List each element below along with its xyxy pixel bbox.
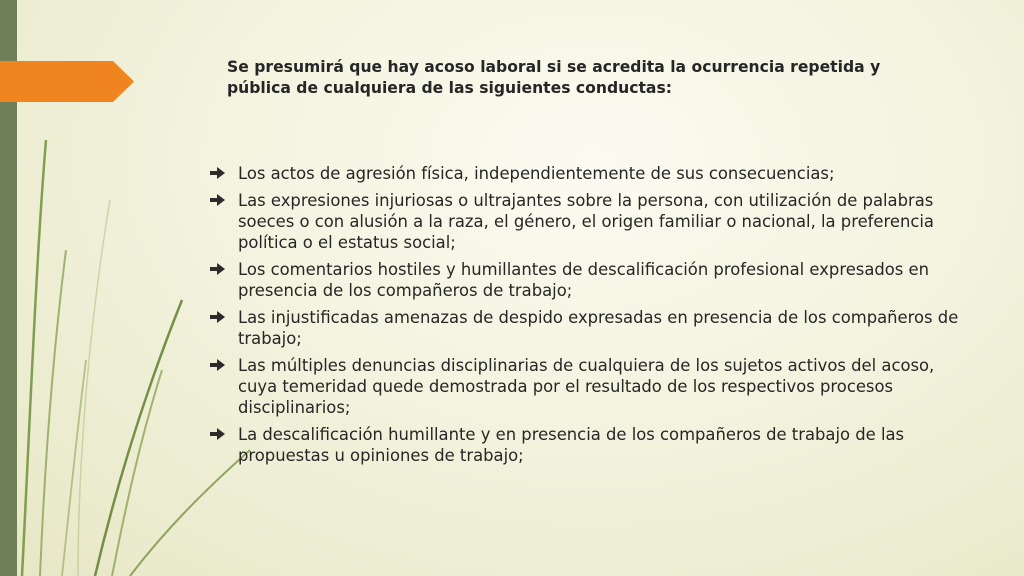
arrow-right-icon (210, 359, 225, 371)
list-item-text: Las múltiples denuncias disciplinarias de cualquiera de los sujetos activos del acoso, cuya temeridad quede demostrada por el resultado de los respectivos procesos disciplinarios; (238, 356, 935, 417)
bullet-list (210, 163, 970, 472)
orange-accent-tab (0, 61, 134, 102)
list-item-text: Las injustificadas amenazas de despido expresadas en presencia de los compañeros de trabajo; (238, 308, 959, 348)
arrow-right-icon (210, 263, 225, 275)
list-item-text: Las expresiones injuriosas o ultrajantes sobre la persona, con utilización de palabras soeces o con alusión a la raza, el género, el origen familiar o nacional, la preferencia política o el estatus social; (238, 191, 934, 252)
list-item-text: Los comentarios hostiles y humillantes de descalificación profesional expresados en presencia de los compañeros de trabajo; (238, 260, 930, 300)
list-item (210, 163, 970, 184)
arrow-right-icon (210, 194, 225, 206)
list-item (210, 259, 970, 301)
list-item (210, 355, 970, 418)
deco-line (62, 360, 86, 576)
list-item (210, 190, 970, 253)
list-item (210, 307, 970, 349)
slide-title: Se presumirá que hay acoso laboral si se acredita la ocurrencia repetida y pública de cualquiera de las siguientes conductas: (227, 58, 881, 97)
arrow-right-icon (210, 311, 225, 323)
arrow-right-icon (210, 428, 225, 440)
deco-line (95, 300, 182, 576)
list-item-text: La descalificación humillante y en presencia de los compañeros de trabajo de las propuestas u opiniones de trabajo; (238, 425, 905, 465)
arrow-right-icon (210, 167, 225, 179)
deco-line (40, 250, 66, 576)
list-item-text: Los actos de agresión física, independientemente de sus consecuencias; (238, 164, 835, 183)
list-item (210, 424, 970, 466)
